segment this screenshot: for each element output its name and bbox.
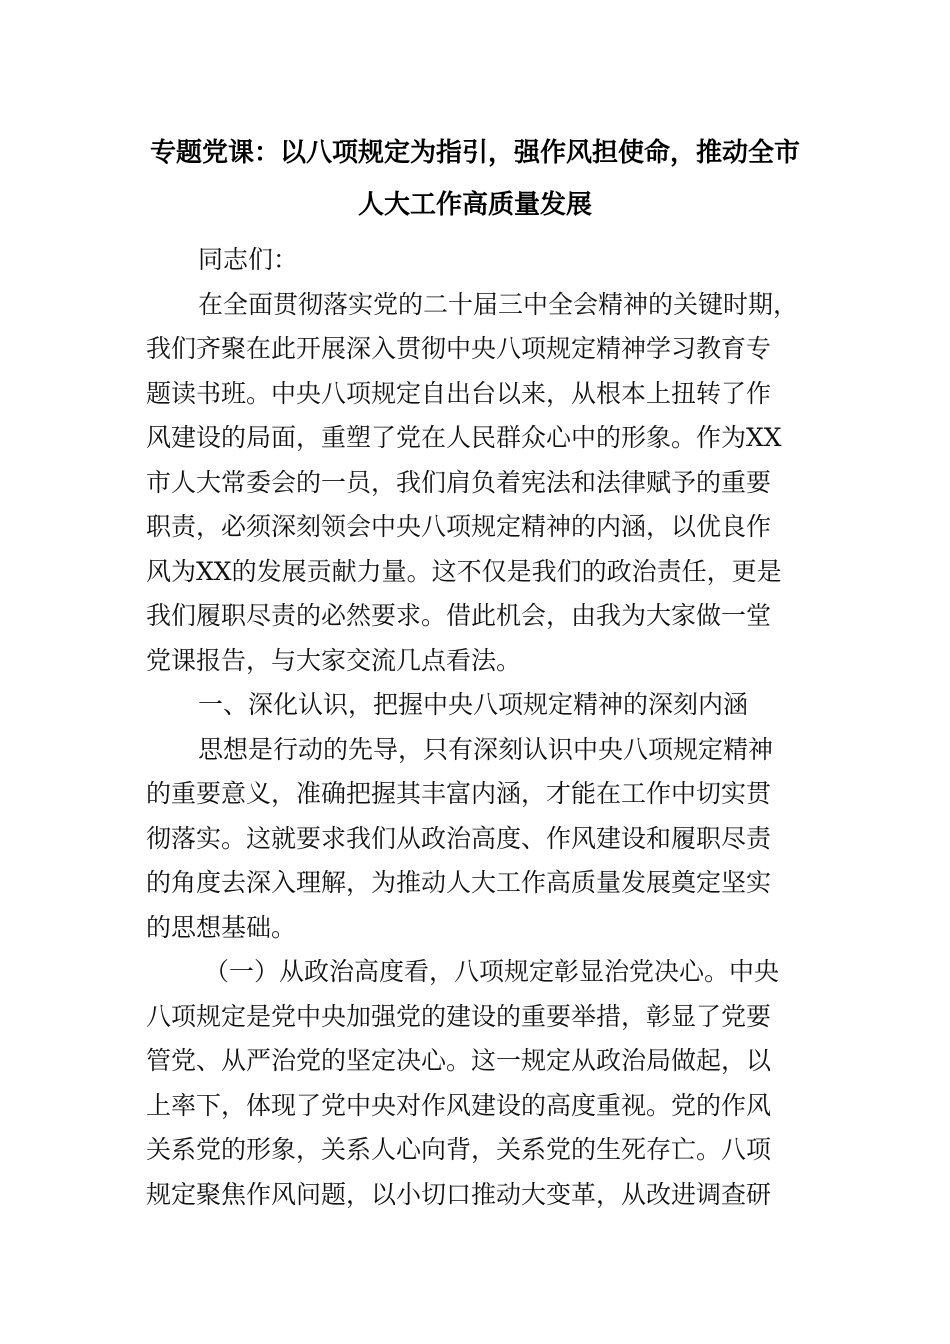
salutation: 同志们：: [198, 245, 299, 274]
paragraph-line: 我们履职尽责的必然要求。借此机会，由我为大家做一堂: [146, 601, 772, 630]
paragraph-line: 在全面贯彻落实党的二十届三中全会精神的关键时期，: [198, 289, 799, 319]
paragraph-line: 管党、从严治党的坚定决心。这一规定从政治局做起，以: [146, 1046, 772, 1075]
paragraph-line: 我们齐聚在此开展深入贯彻中央八项规定精神学习教育专: [146, 334, 772, 363]
paragraph-line: 彻落实。这就要求我们从政治高度、作风建设和履职尽责: [146, 823, 772, 853]
paragraph-line: 题读书班。中央八项规定自出台以来，从根本上扭转了作: [146, 378, 772, 408]
title-line-1: 专题党课：以八项规定为指引，强作风担使命，推动全市: [149, 138, 800, 168]
paragraph-line: 关系党的形象，关系人心向背，关系党的生死存亡。八项: [146, 1135, 772, 1164]
paragraph-line: 上率下，体现了党中央对作风建设的高度重视。党的作风: [146, 1090, 772, 1120]
paragraph-line: 思想是行动的先导，只有深刻认识中央八项规定精神: [198, 734, 774, 764]
paragraph-line: 八项规定是党中央加强党的建设的重要举措，彰显了党要: [146, 1001, 772, 1031]
document-title: [130, 127, 820, 231]
section-heading: 一、深化认识，把握中央八项规定精神的深刻内涵: [198, 690, 749, 719]
paragraph-line: 风为XX的发展贡献力量。这不仅是我们的政治责任，更是: [146, 556, 782, 586]
paragraph-line: 党课报告，与大家交流几点看法。: [146, 645, 522, 675]
paragraph-line: 风建设的局面，重塑了党在人民群众心中的形象。作为XX: [146, 423, 782, 452]
paragraph-line: 的思想基础。: [146, 912, 297, 942]
paragraph-line: 规定聚焦作风问题，以小切口推动大变革，从改进调查研: [146, 1179, 772, 1209]
paragraph-line: 的角度去深入理解，为推动人大工作高质量发展奠定坚实: [146, 868, 772, 897]
document-body: [146, 238, 838, 1217]
paragraph-line: 的重要意义，准确把握其丰富内涵，才能在工作中切实贯: [146, 779, 772, 808]
paragraph-line: 职责，必须深刻领会中央八项规定精神的内涵，以优良作: [146, 512, 772, 541]
title-line-2: 人大工作高质量发展: [357, 190, 592, 220]
subsection-line: （一）从政治高度看，八项规定彰显治党决心。中央: [204, 957, 780, 986]
paragraph-line: 市人大常委会的一员，我们肩负着宪法和法律赋予的重要: [146, 467, 772, 497]
